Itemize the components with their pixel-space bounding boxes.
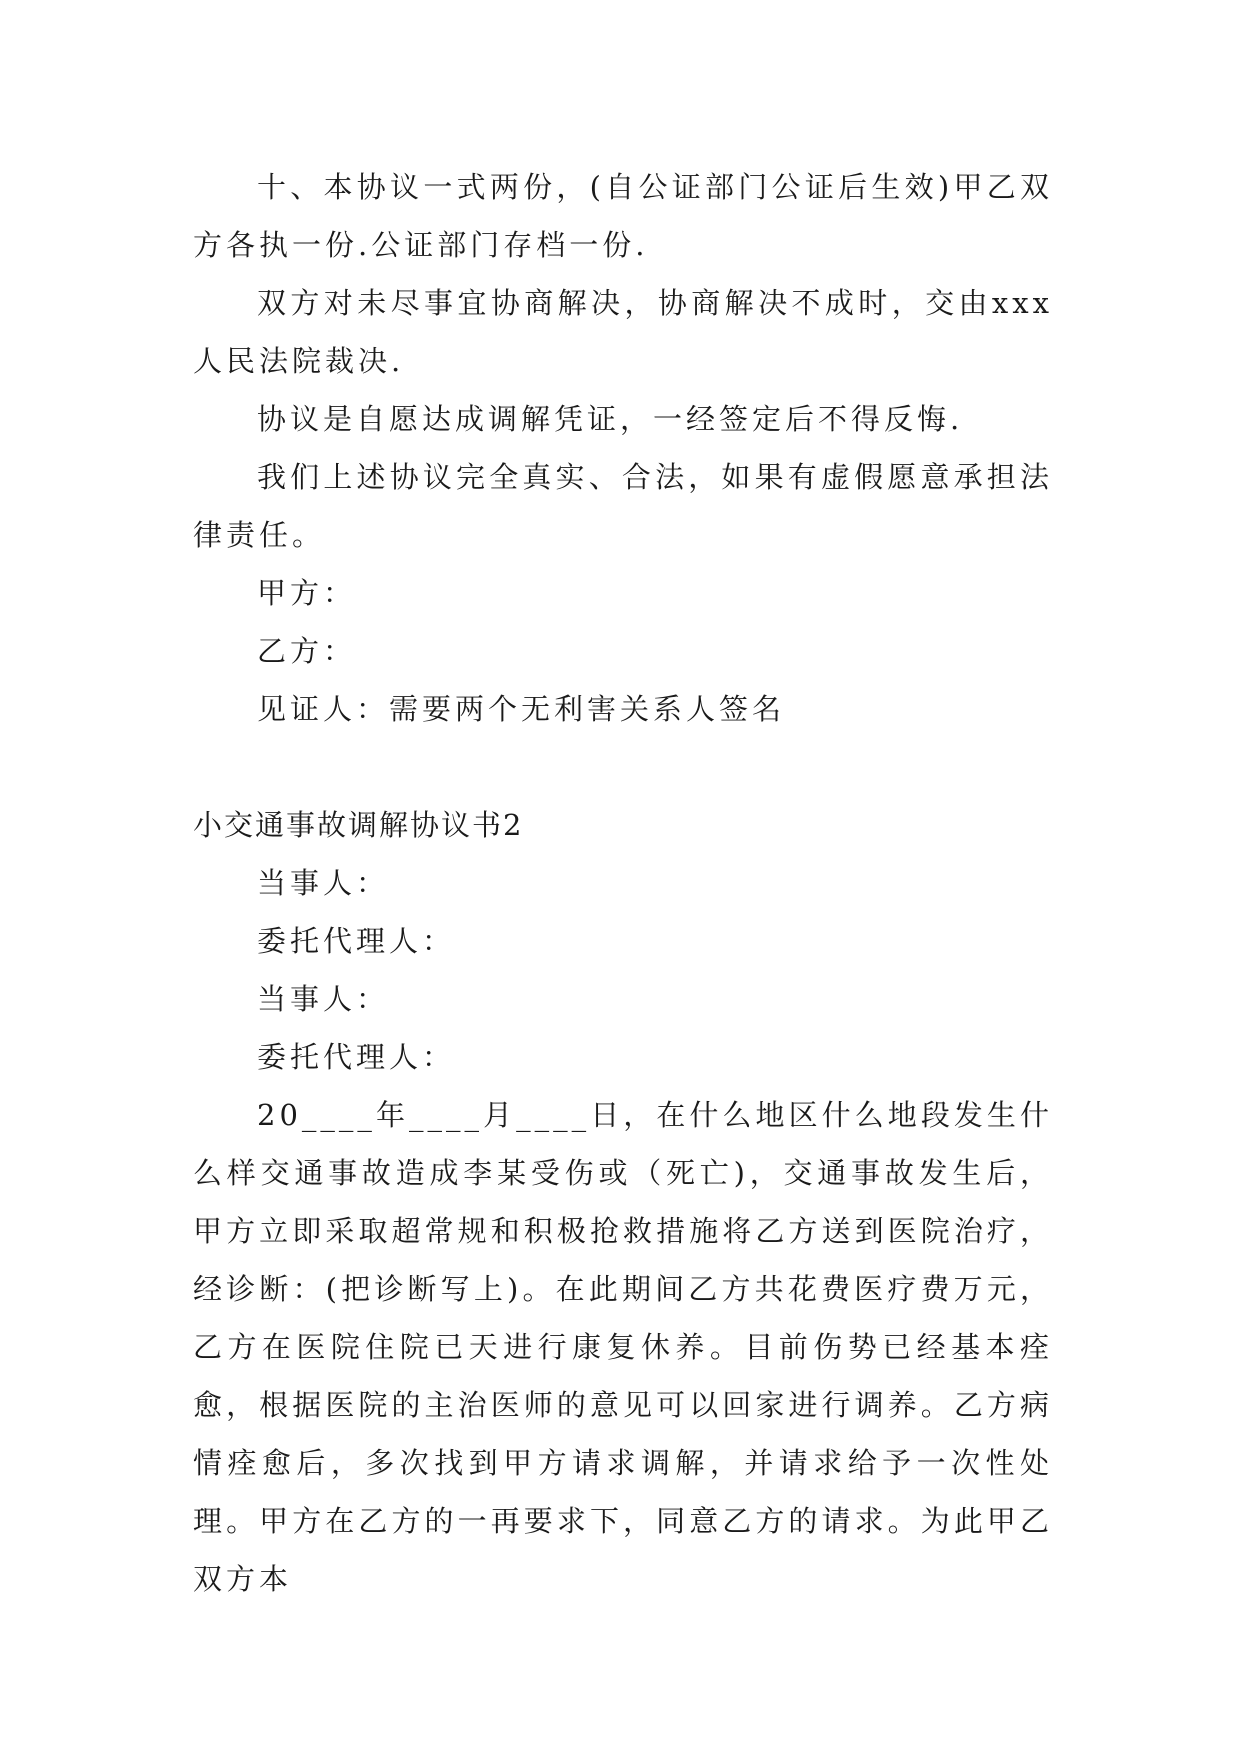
party-line-1: 当事人： — [257, 866, 390, 900]
voluntary-agreement-paragraph: 协议是自愿达成调解凭证，一经签定后不得反悔. — [257, 402, 964, 436]
party-a-signature-line: 甲方： — [257, 576, 357, 610]
agent-line-2: 委托代理人： — [257, 1040, 456, 1074]
party-line-2: 当事人： — [257, 982, 390, 1016]
clause-ten-paragraph: 十、本协议一式两份，(自公证部门公证后生效)甲乙双方各执一份.公证部门存档一份. — [193, 170, 1053, 262]
legal-liability-paragraph: 我们上述协议完全真实、合法，如果有虚假愿意承担法律责任。 — [193, 460, 1053, 552]
section-title: 小交通事故调解协议书2 — [193, 808, 524, 842]
party-b-signature-line: 乙方： — [257, 634, 357, 668]
accident-description-paragraph: 20____年____月____日，在什么地区什么地段发生什么样交通事故造成李某受伤或（死亡)，交通事故发生后，甲方立即采取超常规和积极抢救措施将乙方送到医院治疗，经诊断：(把诊断写上)。在此期间乙方共花费医疗费万元，乙方在医院住院已天进行康复休养。目前伤势已经基本痊愈，根据医院的主治医师的意见可以回家进行调养。乙方病情痊愈后，多次找到甲方请求调解，并请求给予一次性处理。甲方在乙方的一再要求下，同意乙方的请求。为此甲乙双方本 — [193, 1098, 1053, 1596]
agent-line-1: 委托代理人： — [257, 924, 456, 958]
witness-signature-line: 见证人：需要两个无利害关系人签名 — [257, 692, 786, 726]
document-body — [193, 158, 1053, 1608]
dispute-resolution-paragraph: 双方对未尽事宜协商解决，协商解决不成时，交由xxx人民法院裁决. — [193, 286, 1053, 378]
